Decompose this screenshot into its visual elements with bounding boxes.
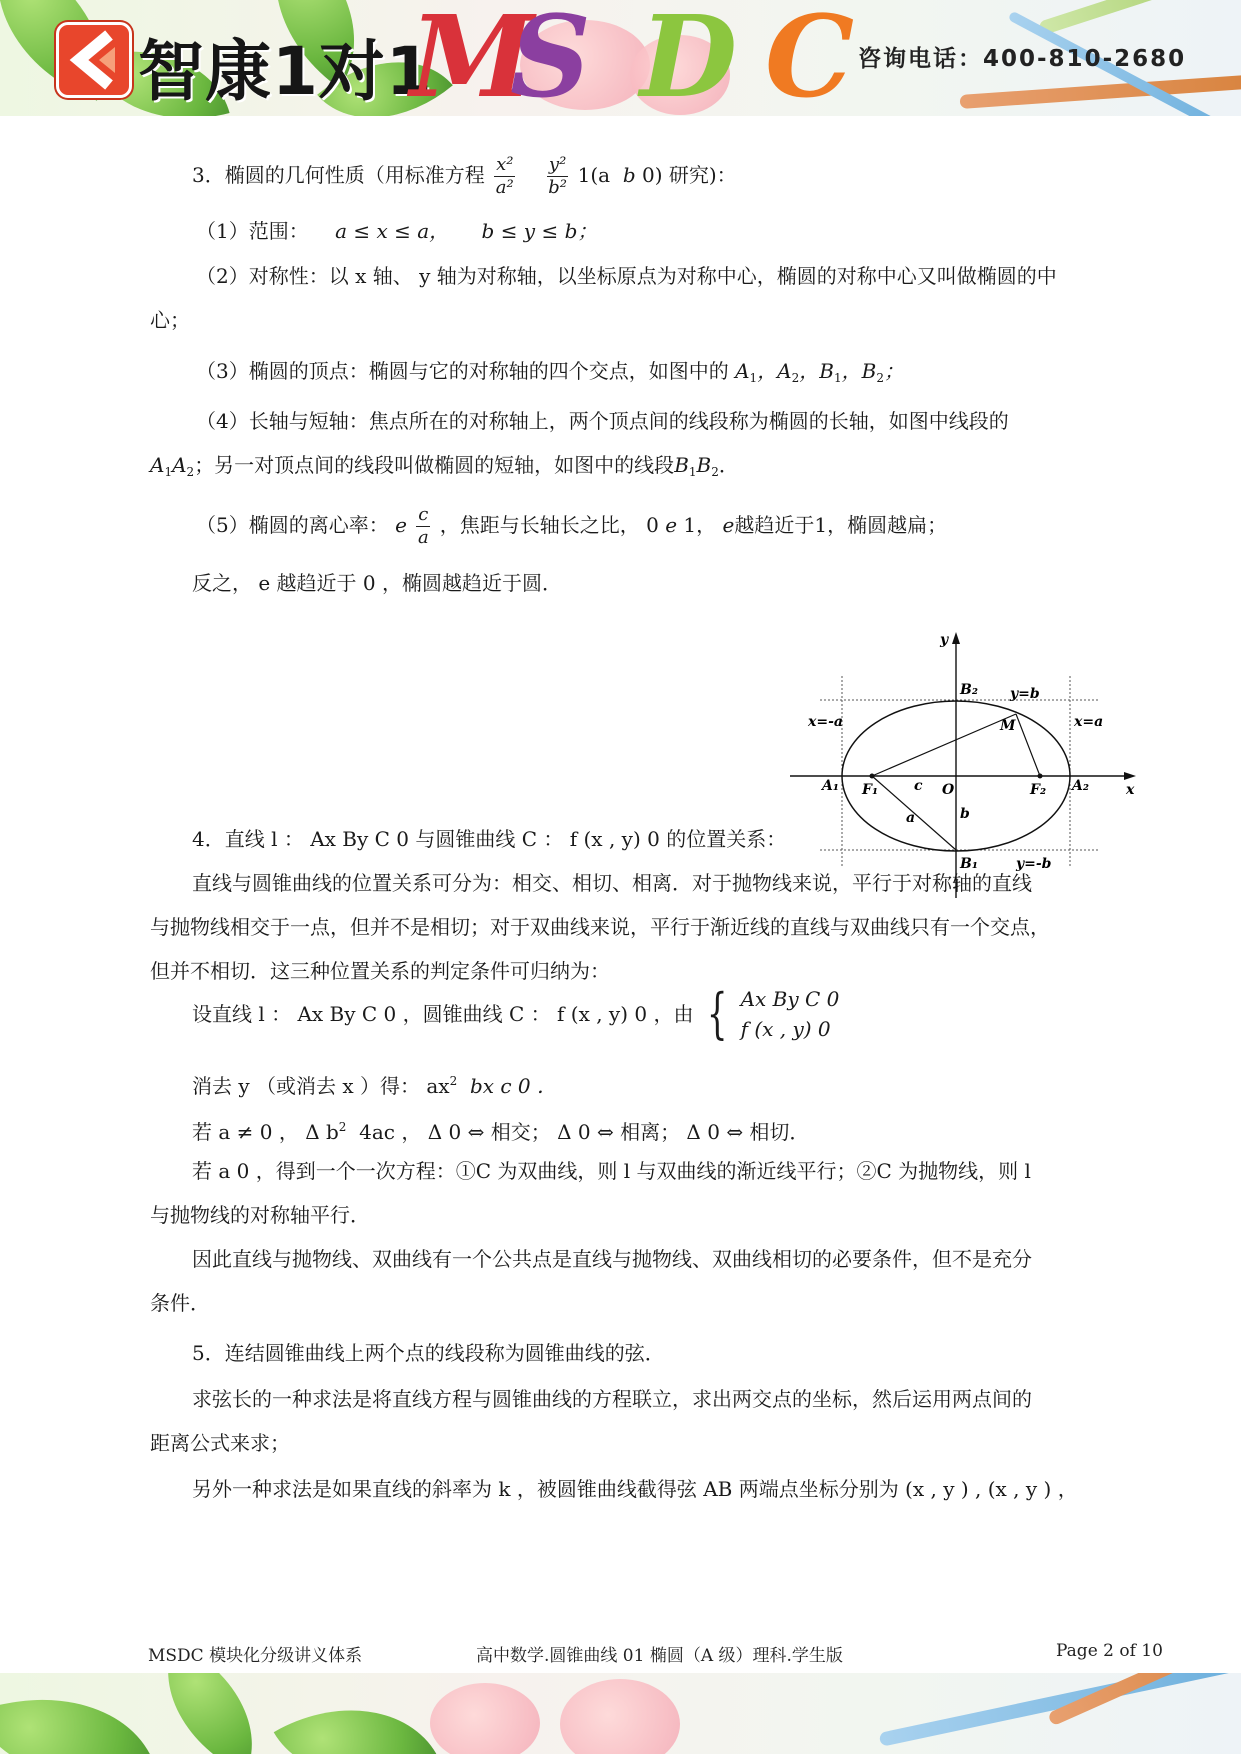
label-y: y: [940, 632, 949, 648]
item-5-zero: 0: [646, 513, 659, 537]
page-header: [0, 0, 1241, 116]
y-axis-arrow-icon: [952, 632, 960, 644]
label-y-b: y=b: [1010, 686, 1040, 702]
label-f1: F₁: [862, 782, 879, 798]
section-5-para-line1: 求弦长的一种求法是将直线方程与圆锥曲线的方程联立，求出两交点的坐标，然后运用两点间的: [192, 1387, 1032, 1411]
label-a2: A₂: [1072, 778, 1089, 794]
pencil-decoration: [1047, 1673, 1241, 1726]
item-5-eccentricity: （5）椭圆的离心率： e $\frac{c}{a}$ ，焦距与长轴长之比， 0 e 1， e越趋近于1，椭圆越扁；: [196, 504, 948, 548]
eliminate-line: 消去 y （或消去 x ）得： $ax^2$ bx c 0 ．: [192, 1074, 558, 1098]
section-5-para2: 另外一种求法是如果直线的斜率为 k ，被圆锥曲线截得弦 AB 两端点坐标分别为 (x , y ) , (x , y ) ，: [192, 1477, 1078, 1501]
leaf-decoration: [137, 1673, 284, 1754]
label-a1: A₁: [822, 778, 839, 794]
focus-f1: [870, 774, 875, 779]
label-x-a: x=a: [1074, 714, 1104, 730]
item-2-symmetry-line1: （2）对称性：以 x 轴、 y 轴为对称轴，以坐标原点为对称中心，椭圆的对称中心又叫做椭圆的中: [196, 264, 1057, 288]
butterfly-decoration: [560, 1679, 680, 1754]
pencil-decoration: [1038, 0, 1241, 36]
label-f2: F₂: [1030, 782, 1047, 798]
brand-letter-s: S: [510, 0, 591, 116]
pencil-decoration: [960, 74, 1241, 109]
footer-left: MSDC 模块化分级讲义体系: [148, 1646, 363, 1666]
label-b2: B₂: [960, 682, 978, 698]
brand-letter-d: D: [640, 0, 738, 116]
system-brace: {: [706, 982, 728, 1045]
segment-f1-m: [872, 714, 1016, 776]
eliminate-text: 消去 y （或消去 x ）得： ax: [192, 1074, 450, 1098]
eliminate-tail: bx c 0 ．: [469, 1074, 558, 1098]
footer-center: 高中数学.圆锥曲线 01 椭圆（A 级）理科.学生版: [476, 1646, 843, 1666]
item-1-range: [196, 216, 597, 246]
item-5-label: （5）椭圆的离心率：: [196, 513, 389, 537]
item-4-axes-line1: （4）长轴与短轴：焦点所在的对称轴上，两个顶点间的线段称为椭圆的长轴，如图中线段的: [196, 409, 1009, 433]
section-4-title: 4．直线 l ： Ax By C 0 与圆锥曲线 C ： f (x , y) 0 的位置关系：: [192, 827, 787, 851]
vertex-list: $A_1$，$A_2$，$B_1$，$B_2$；: [735, 359, 904, 385]
hotline-text: 咨询电话：400-810-2680: [858, 46, 1187, 72]
section-3-title-text: 3．椭圆的几何性质（用标准方程: [192, 163, 485, 187]
item-3-text: （3）椭圆的顶点：椭圆与它的对称轴的四个交点，如图中的: [196, 359, 729, 383]
label-a-seg: a: [906, 810, 916, 826]
case-1-line: 若 a ≠ 0 ， Δ $b^2$ 4ac ， Δ 0 ⇔ 相交； Δ 0 ⇔ 相离； Δ 0 ⇔ 相切．: [192, 1120, 810, 1144]
item-2-symmetry-line2: 心；: [150, 308, 190, 332]
label-y-neg-b: y=-b: [1016, 856, 1052, 872]
item-4-axes-line2: $A_1A_2$；另一对顶点间的线段叫做椭圆的短轴，如图中的线段$B_1B_2$．: [150, 453, 739, 479]
brand-letter-m: M: [410, 0, 534, 116]
logo-icon: [56, 22, 132, 98]
section-4-para-line3: 但并不相切．这三种位置关系的判定条件可归纳为：: [150, 959, 610, 983]
section-5-title: 5．连结圆锥曲线上两个点的线段称为圆锥曲线的弦．: [192, 1341, 665, 1365]
brand-letter-c: C: [765, 0, 855, 116]
footer-page-number: Page 2 of 10: [1056, 1641, 1163, 1661]
item-4-text: ；另一对顶点间的线段叫做椭圆的短轴，如图中的线段: [194, 453, 675, 477]
setup-text: 设直线 l ： Ax By C 0 ，圆锥曲线 C ： f (x , y) 0 ，由: [192, 1002, 694, 1026]
leaf-decoration: [274, 1673, 437, 1754]
label-origin: O: [942, 782, 955, 798]
section-4-para-line2: 与抛物线相交于一点，但并不是相切；对于双曲线来说，平行于渐近线的直线与双曲线只有一个交点，: [150, 915, 1050, 939]
case-1-text: 若 a ≠ 0 ， Δ b: [192, 1120, 339, 1144]
fraction-x2-a2: $\frac{\text{x²}}{\text{a²}}$: [495, 154, 514, 198]
section-3-title: [192, 154, 737, 199]
system-line-2: f (x , y) 0: [740, 1017, 831, 1041]
section-3-title-b: b: [622, 163, 636, 187]
item-1-label: （1）范围：: [196, 219, 309, 243]
section-4-setup: [192, 984, 839, 1044]
ellipse-diagram: [780, 628, 1140, 908]
page-footer-band: [0, 1673, 1241, 1754]
system-line-1: Ax By C 0: [740, 987, 840, 1011]
case-2-line2: 与抛物线的对称轴平行．: [150, 1203, 370, 1227]
section-5-para-line2: 距离公式来求；: [150, 1431, 290, 1455]
item-1-y-range: b ≤ y ≤ b；: [481, 219, 598, 243]
label-m: M: [1000, 718, 1016, 734]
label-b-seg: b: [960, 806, 970, 822]
conclusion-line2: 条件．: [150, 1291, 210, 1315]
label-b1: B₁: [960, 856, 978, 872]
section-3-title-eq: 1(a: [577, 163, 611, 187]
fraction-c-a: $\frac{c}{a}$: [417, 504, 429, 548]
section-4-para-line1: 直线与圆锥曲线的位置关系可分为：相交、相切、相离．对于抛物线来说，平行于对称轴的直线: [192, 871, 1032, 895]
item-5-text: ，焦距与长轴长之比，: [439, 513, 640, 537]
focus-f2: [1038, 774, 1043, 779]
butterfly-decoration: [430, 1683, 540, 1754]
conclusion-line1: 因此直线与抛物线、双曲线有一个公共点是直线与抛物线、双曲线相切的必要条件，但不是充分: [192, 1247, 1032, 1271]
item-5-line2: 反之， e 越趋近于 0 ，椭圆越趋近于圆．: [192, 571, 562, 595]
label-x-neg-a: x=-a: [808, 714, 843, 730]
case-2-line1: 若 a 0 ，得到一个一次方程：①C 为双曲线，则 l 与双曲线的渐近线平行；②C 为抛物线，则 l: [192, 1159, 1031, 1183]
item-5-one: 1，: [683, 513, 717, 537]
item-5-tail: 越趋近于1，椭圆越扁；: [734, 513, 948, 537]
leaf-decoration: [0, 1673, 154, 1754]
fraction-y2-b2: $\frac{\text{y²}}{\text{b²}}$: [548, 154, 567, 198]
item-1-x-range: a ≤ x ≤ a，: [335, 219, 450, 243]
equation-system: [741, 984, 840, 1044]
case-1-tail: 4ac ， Δ 0 ⇔ 相交； Δ 0 ⇔ 相离； Δ 0 ⇔ 相切．: [359, 1120, 810, 1144]
x-axis-arrow-icon: [1124, 772, 1136, 780]
label-c-seg: c: [914, 778, 923, 794]
section-3-title-tail: 0) 研究)：: [642, 163, 737, 187]
logo-text: 智康1对1: [138, 33, 433, 110]
label-x: x: [1126, 782, 1135, 798]
item-3-vertices: [196, 356, 904, 393]
